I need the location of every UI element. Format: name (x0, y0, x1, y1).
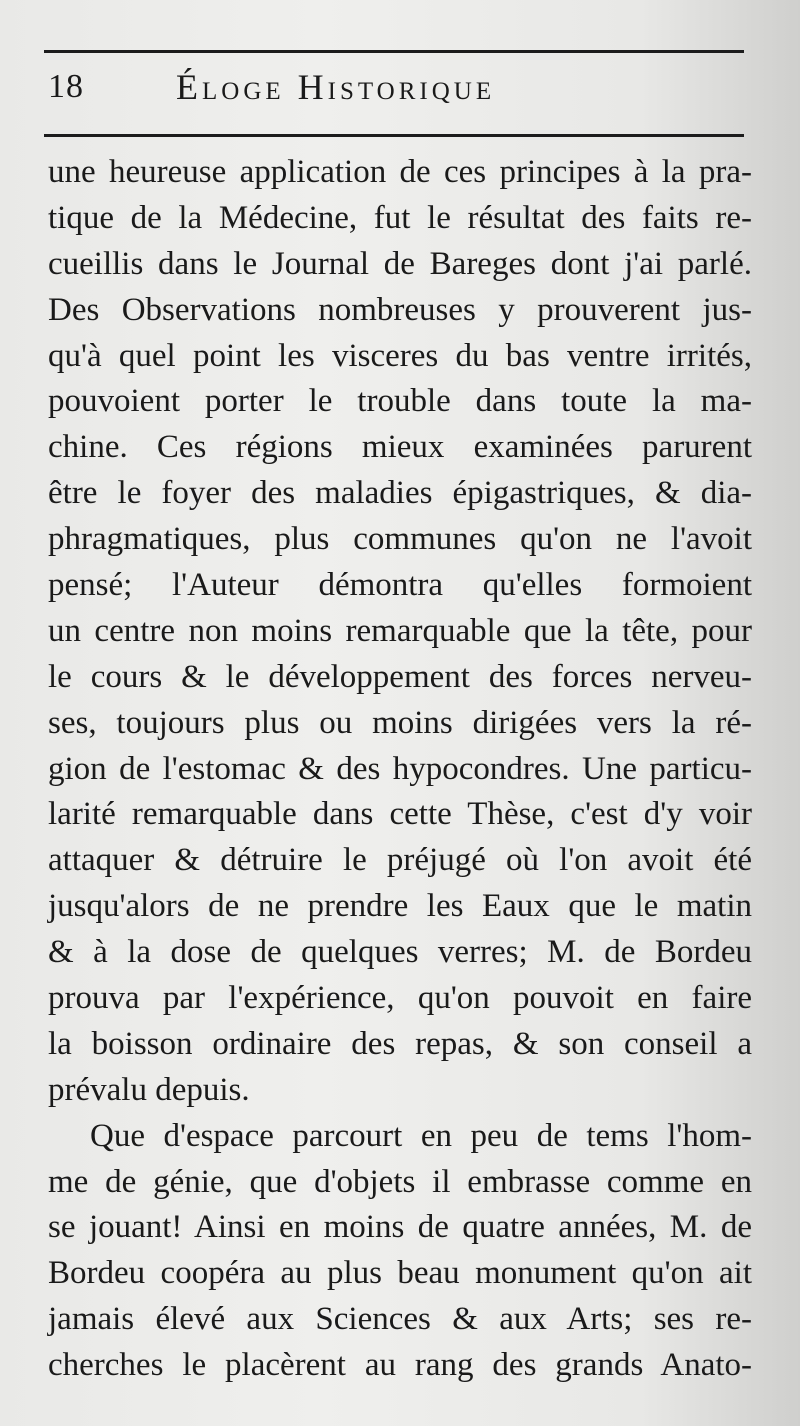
text-line: gion de l'estomac & des hypocondres. Une particu- (48, 750, 752, 787)
body-text (48, 150, 752, 1389)
text-line: pouvoient porter le trouble dans toute la ma- (48, 383, 752, 420)
text-line: Bordeu coopéra au plus beau monument qu'on ait (48, 1255, 752, 1292)
text-line: pensé; l'Auteur démontra qu'elles formoient (48, 567, 752, 604)
text-line: le cours & le développement des forces nerveu- (48, 658, 752, 695)
text-line: ses, toujours plus ou moins dirigées vers la ré- (48, 704, 752, 741)
running-title: Éloge Historique (176, 67, 496, 107)
text-line: cueillis dans le Journal de Bareges dont j'ai parlé. (48, 245, 752, 282)
text-line: se jouant! Ainsi en moins de quatre années, M. de (48, 1209, 752, 1246)
text-line: un centre non moins remarquable que la tête, pour (48, 612, 752, 649)
text-line: & à la dose de quelques verres; M. de Bordeu (48, 934, 752, 971)
text-line: larité remarquable dans cette Thèse, c'est d'y voir (48, 796, 752, 833)
header-top-rule (44, 50, 744, 53)
text-line: chine. Ces régions mieux examinées parurent (48, 429, 752, 466)
text-line: jamais élevé aux Sciences & aux Arts; ses re- (48, 1301, 752, 1338)
text-line: prouva par l'expérience, qu'on pouvoit en faire (48, 980, 752, 1017)
text-line: phragmatiques, plus communes qu'on ne l'avoit (48, 521, 752, 558)
text-line: tique de la Médecine, fut le résultat des faits re- (48, 199, 752, 236)
text-line: la boisson ordinaire des repas, & son conseil a (48, 1025, 752, 1062)
paragraph-1 (48, 150, 752, 1114)
paragraph-2 (48, 1114, 752, 1389)
text-line: jusqu'alors de ne prendre les Eaux que le matin (48, 888, 752, 925)
text-line: qu'à quel point les visceres du bas ventre irrités, (48, 337, 752, 374)
text-line: être le foyer des maladies épigastriques, & dia- (48, 475, 752, 512)
header-bottom-rule (44, 134, 744, 137)
text-line: Que d'espace parcourt en peu de tems l'hom- (90, 1117, 752, 1154)
page-number: 18 (48, 68, 84, 105)
text-line: prévalu depuis. (48, 1071, 250, 1108)
text-line: me de génie, que d'objets il embrasse comme en (48, 1163, 752, 1200)
running-header (48, 62, 738, 118)
text-line: une heureuse application de ces principes à la pra- (48, 154, 752, 190)
text-line: attaquer & détruire le préjugé où l'on avoit été (48, 842, 752, 879)
text-line: Des Observations nombreuses y prouverent jus- (48, 291, 752, 328)
text-line: cherches le placèrent au rang des grands Anato- (48, 1347, 752, 1384)
